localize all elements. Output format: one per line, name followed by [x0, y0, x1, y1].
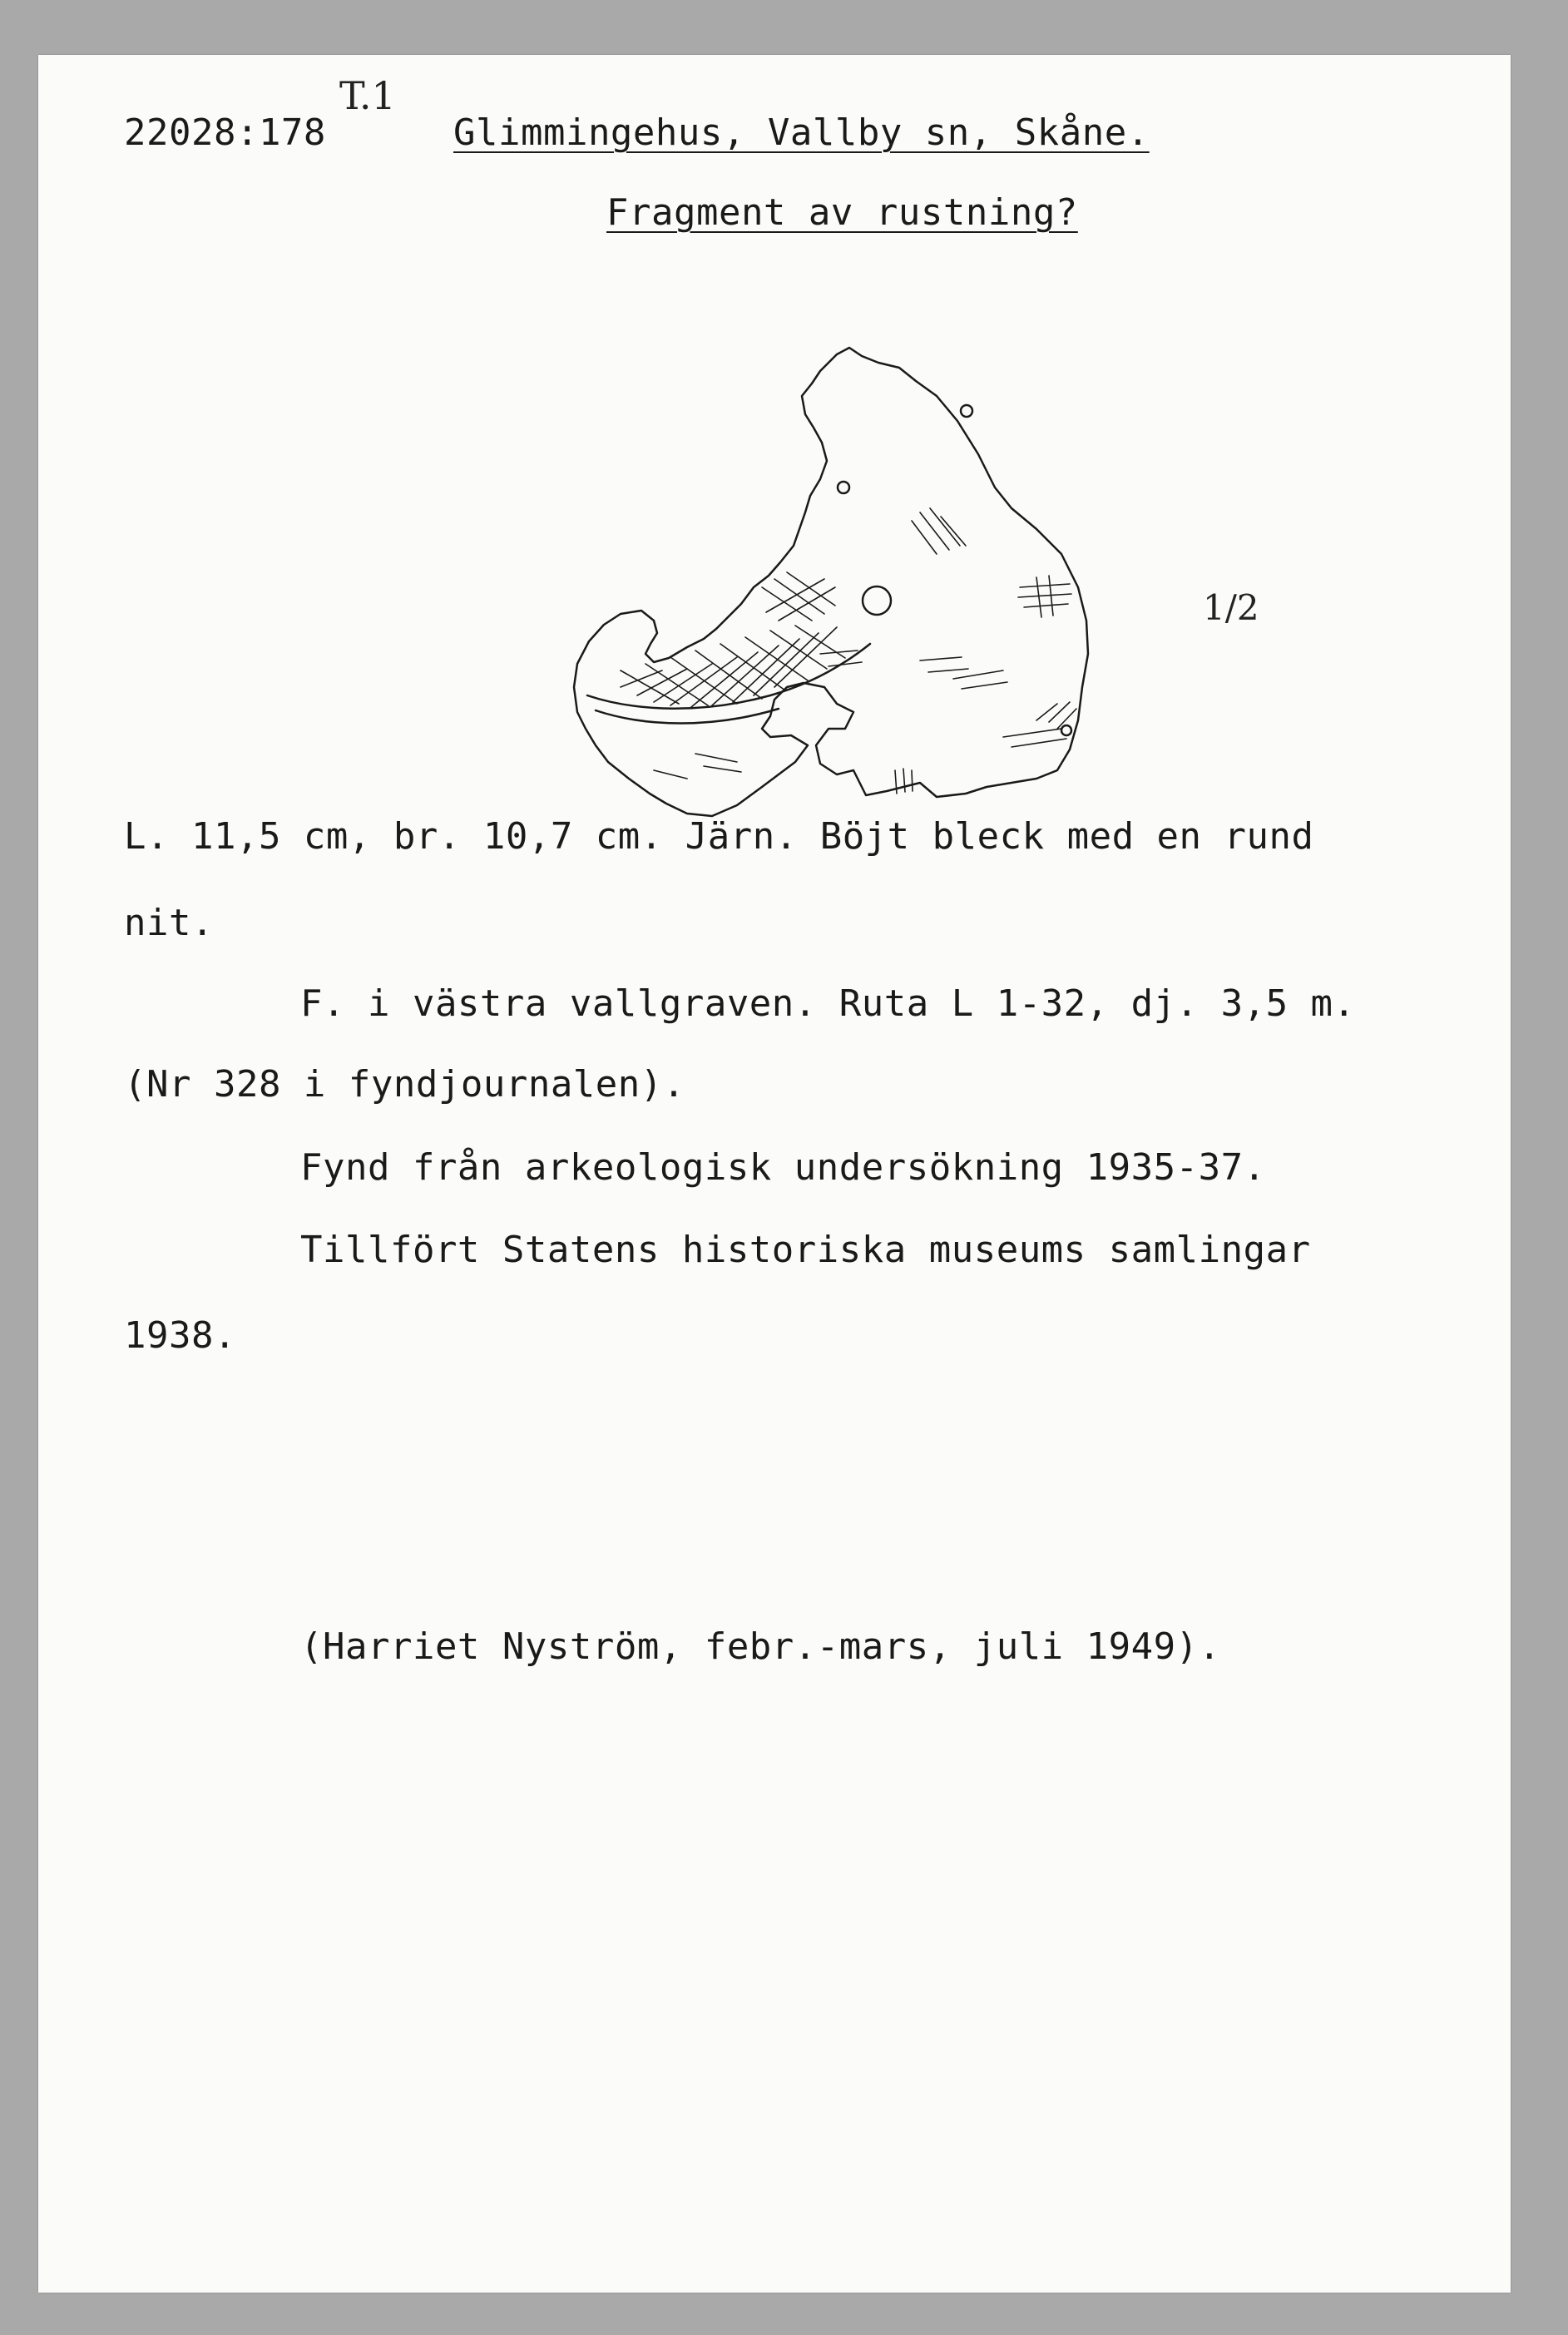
body-line-3: F. i västra vallgraven. Ruta L 1-32, dj. 3,5 m.: [300, 982, 1356, 1025]
body-line-2: nit.: [124, 902, 214, 944]
armour-fragment-drawing: [571, 338, 1153, 820]
inventory-number: 22028:178: [124, 111, 326, 154]
catalog-card: [38, 55, 1511, 2293]
body-line-5: Fynd från arkeologisk undersökning 1935-37.: [300, 1146, 1266, 1189]
signature-line: (Harriet Nyström, febr.-mars, juli 1949).: [300, 1625, 1221, 1668]
handwritten-mark: T.1: [339, 73, 396, 118]
body-line-1: L. 11,5 cm, br. 10,7 cm. Järn. Böjt bleck med en rund: [124, 815, 1314, 858]
body-line-7: 1938.: [124, 1314, 236, 1357]
scale-label: 1/2: [1203, 587, 1259, 628]
card-subtitle: Fragment av rustning?: [606, 191, 1078, 234]
card-heading: Glimmingehus, Vallby sn, Skåne.: [453, 111, 1150, 154]
body-line-4: (Nr 328 i fyndjournalen).: [124, 1063, 685, 1106]
body-line-6: Tillfört Statens historiska museums samlingar: [300, 1229, 1311, 1271]
